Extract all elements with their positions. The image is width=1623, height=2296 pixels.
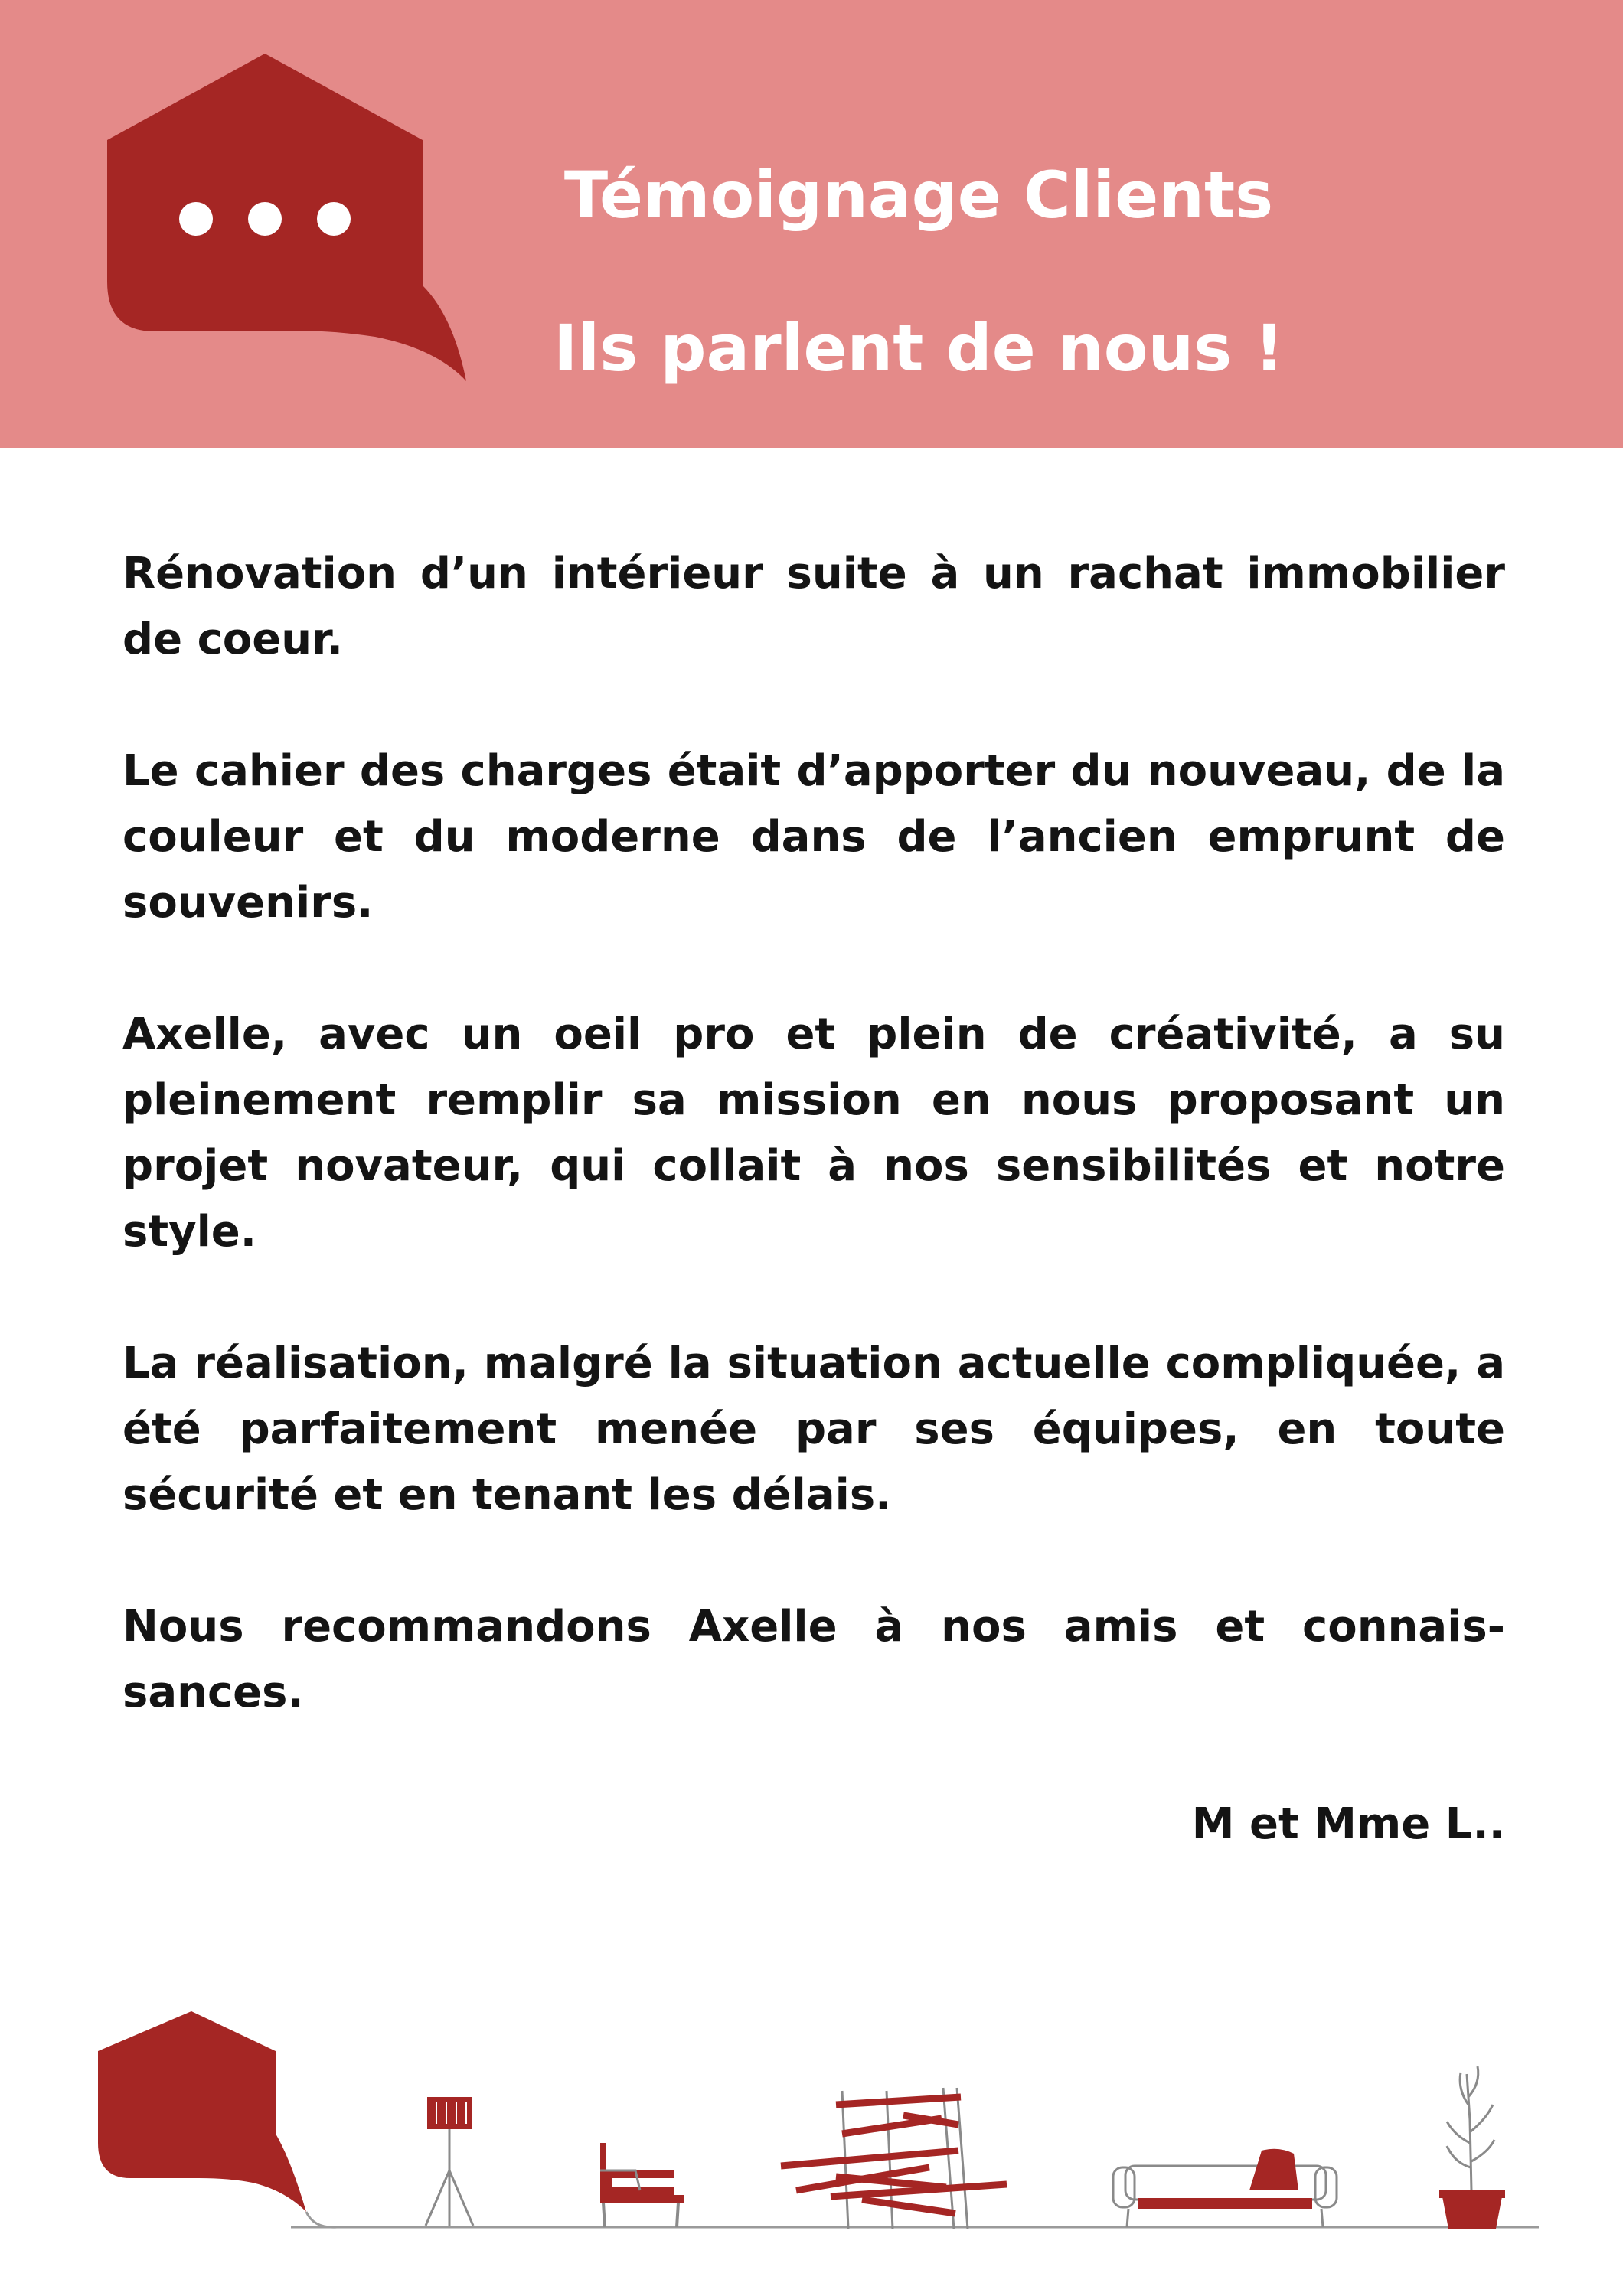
floor-lamp-icon [426,2097,473,2226]
testimonial-body [122,541,1505,1857]
sofa-icon [1113,2149,1337,2227]
armchair-icon [600,2143,684,2227]
potted-plant-icon [1439,2066,1505,2229]
testimonial-paragraph: Axelle, avec un oeil pro et plein de créativité, a su pleinement remplir sa mission en nous proposant un projet novateur, qui collait à nos sensibilités et notre style. [122,1009,1505,1257]
bookshelf-icon [781,2088,1007,2229]
page-subtitle: Ils parlent de nous ! [554,311,1284,386]
cable-line [306,2212,429,2227]
testimonial-paragraph: Le cahier des charges était d’apporter du nouveau, de la couleur et du moderne dans de l’ancien emprunt de souvenirs. [122,746,1505,928]
testimonial-signature: M et Mme L.. [1191,1799,1505,1849]
house-speech-bubble-icon [107,52,475,389]
page-title: Témoignage Clients [563,158,1274,233]
testimonial-paragraph: Rénovation d’un intérieur suite à un rachat immobilier de coeur. [122,549,1505,664]
footer-illustration [0,1990,1623,2250]
testimonial-paragraph: Nous recommandons Axelle à nos amis et connaissances. [122,1602,1505,1717]
header-banner [0,0,1623,448]
testimonial-paragraph: La réalisation, malgré la situation actuelle compliquée, a été parfaitement menée par ses équipes, en toute sécurité et en tenant les délais. [122,1339,1505,1520]
house-speech-bubble-icon [98,2011,306,2212]
